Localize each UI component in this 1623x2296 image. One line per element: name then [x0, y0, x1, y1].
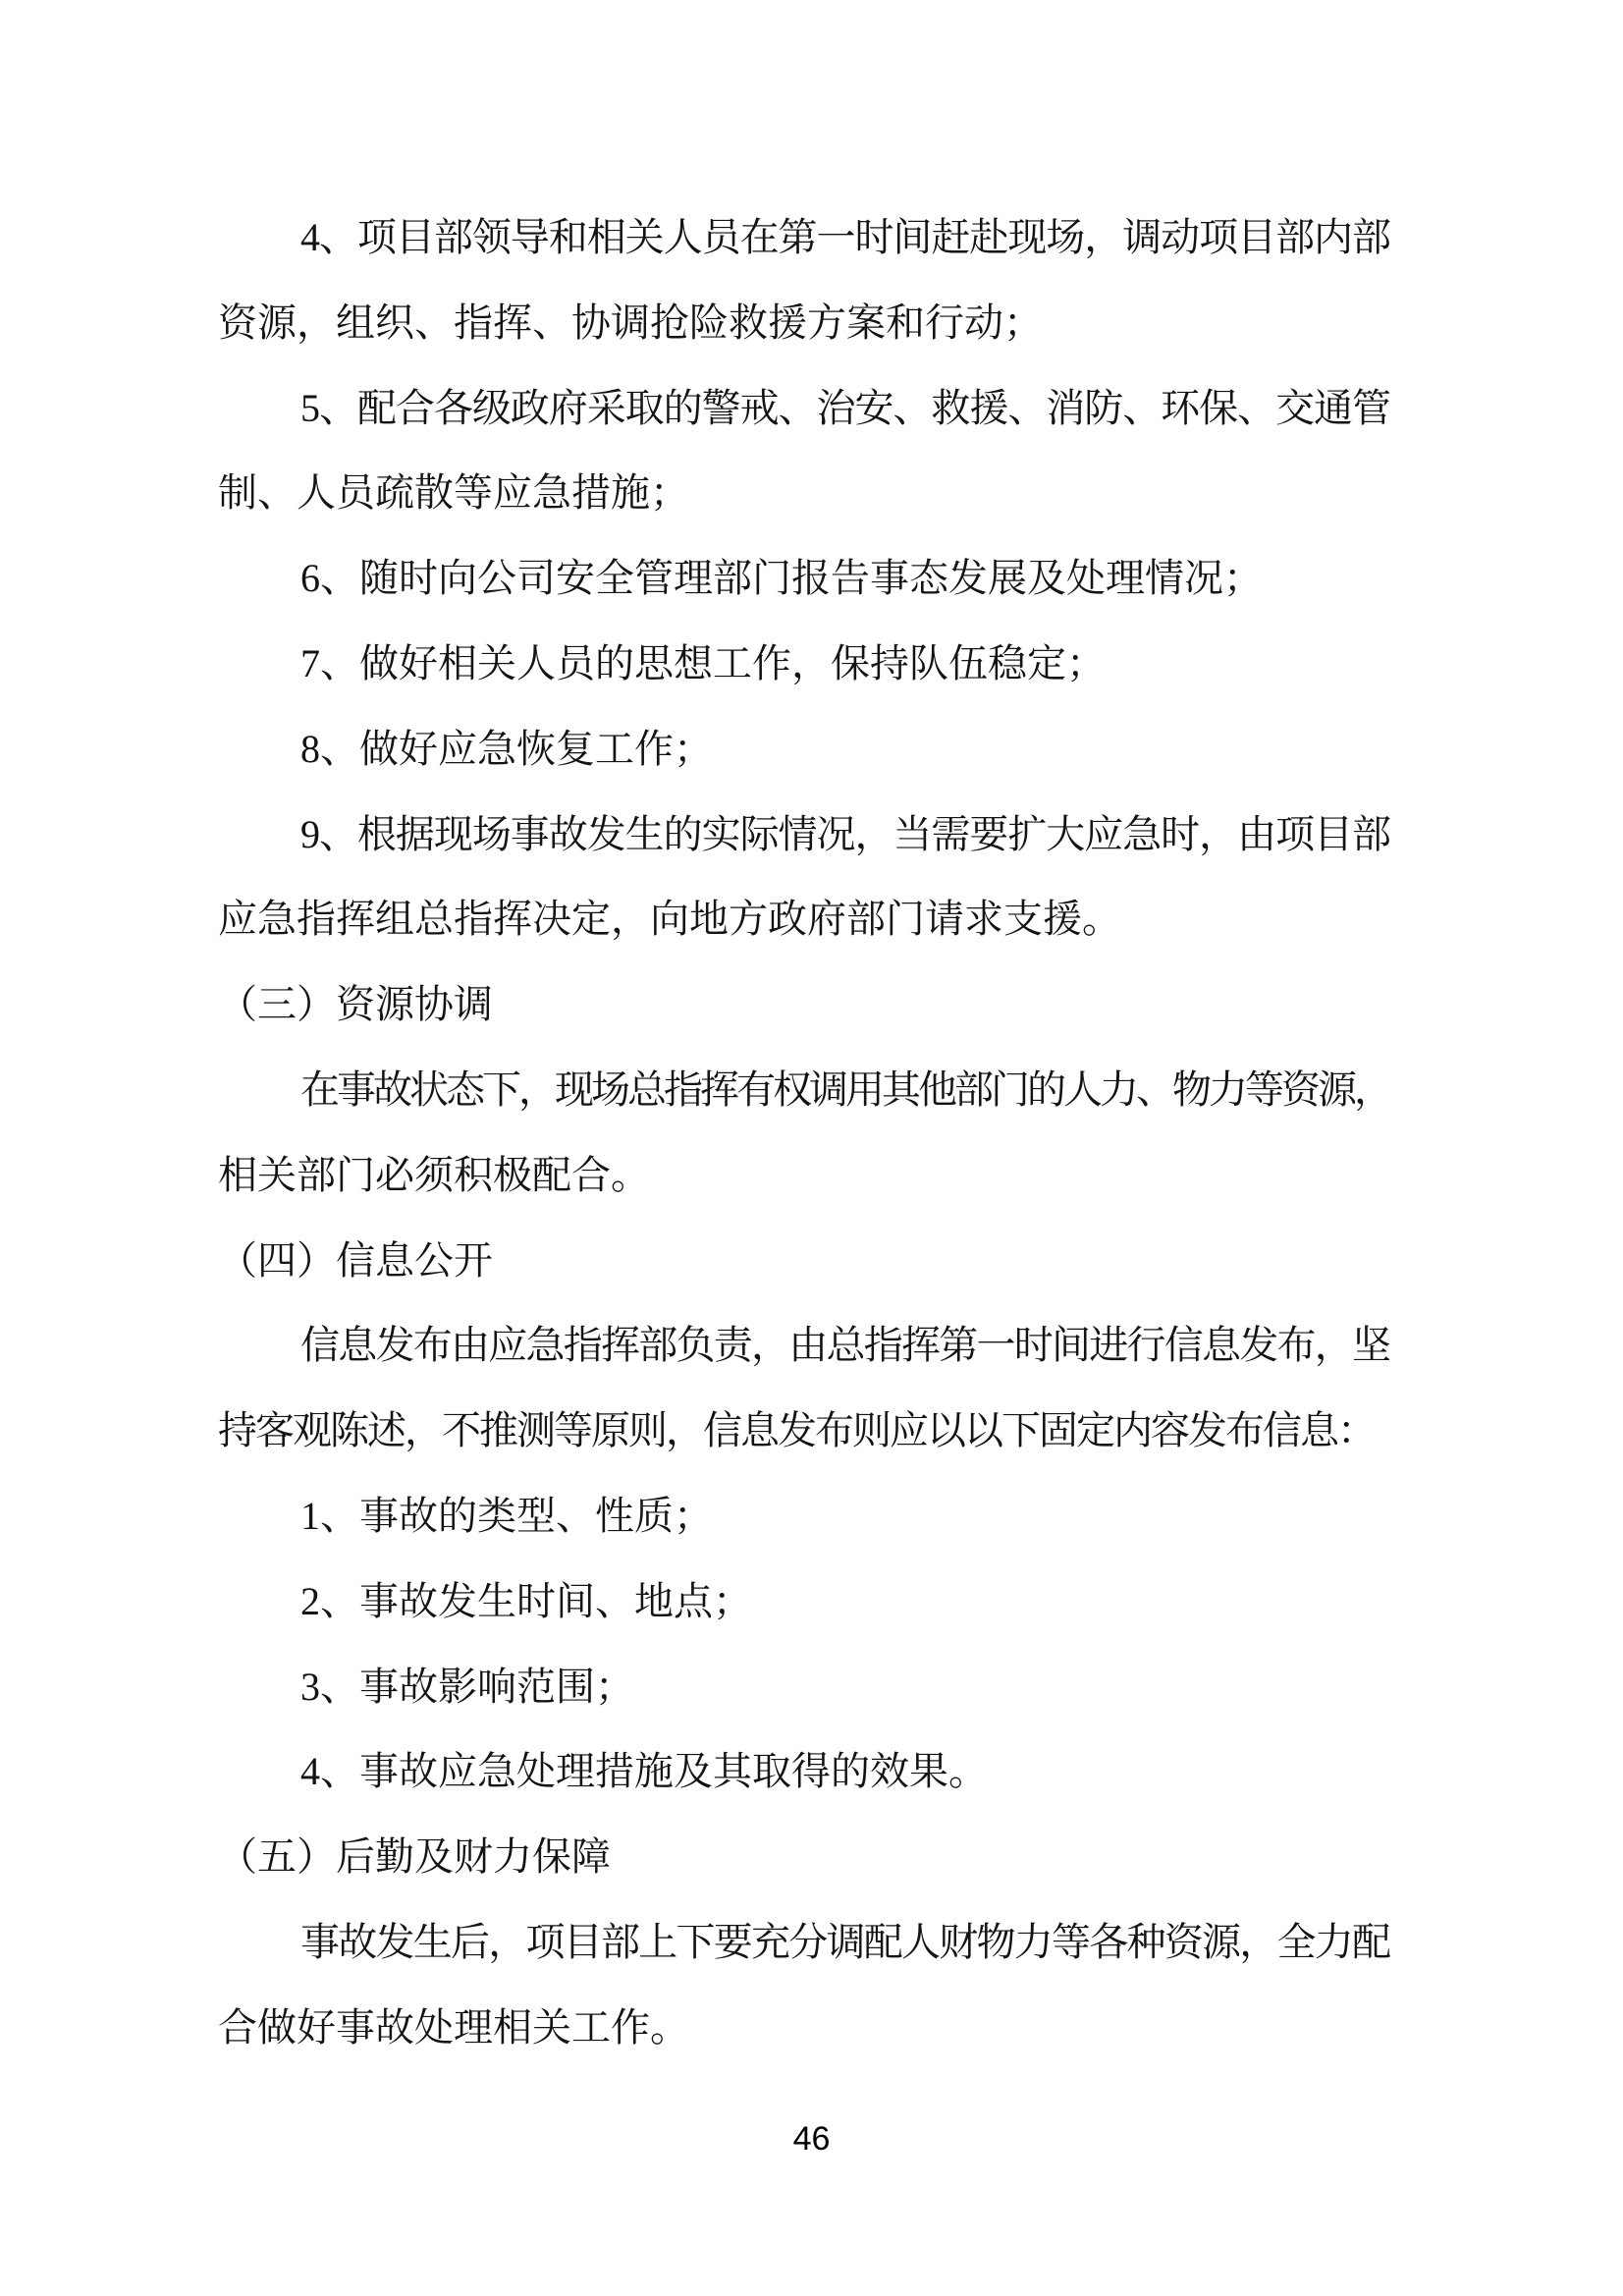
text-line: 1、事故的类型、性质；	[300, 1493, 713, 1538]
text-line: 3、事故影响范围；	[300, 1664, 634, 1709]
text-line: 6、随时向公司安全管理部门报告事态发展及处理情况；	[300, 556, 1263, 601]
text-line: 合做好事故处理相关工作。	[218, 2004, 689, 2050]
text-line: 8、做好应急恢复工作；	[300, 726, 713, 771]
text-line: （四）信息公开	[218, 1237, 493, 1283]
text-line: 资源，组织、指挥、协调抢险救援方案和行动；	[218, 300, 1043, 345]
page-number-footer	[0, 2119, 1623, 2159]
text-line: （三）资源协调	[218, 982, 493, 1027]
text-line: 7、做好相关人员的思想工作，保持队伍稳定；	[300, 640, 1106, 685]
text-line: 在事故状态下，现场总指挥有权调用其他部门的人力、物力等资源，	[300, 1066, 1389, 1112]
text-line: （五）后勤及财力保障	[218, 1834, 611, 1880]
text-line: 事故发生后，项目部上下要充分调配人财物力等各种资源，全力配	[300, 1919, 1389, 1964]
text-line: 信息发布由应急指挥部负责，由总指挥第一时间进行信息发布，坚	[300, 1323, 1389, 1368]
text-line: 相关部门必须积极配合。	[218, 1152, 650, 1197]
text-line: 4、项目部领导和相关人员在第一时间赶赴现场，调动项目部内部	[300, 215, 1389, 259]
text-line: 4、事故应急处理措施及其取得的效果。	[300, 1749, 988, 1794]
text-line: 持客观陈述，不推测等原则，信息发布则应以以下固定内容发布信息：	[218, 1408, 1375, 1453]
text-line: 5、配合各级政府采取的警戒、治安、救援、消防、环保、交通管	[300, 385, 1389, 430]
text-line: 2、事故发生时间、地点；	[300, 1578, 752, 1623]
page-number: 46	[792, 2120, 831, 2158]
text-line: 9、根据现场事故发生的实际情况，当需要扩大应急时，由项目部	[300, 811, 1389, 856]
text-line: 应急指挥组总指挥决定，向地方政府部门请求支援。	[218, 897, 1121, 942]
text-line: 制、人员疏散等应急措施；	[218, 470, 689, 516]
document-content	[218, 195, 1389, 2071]
